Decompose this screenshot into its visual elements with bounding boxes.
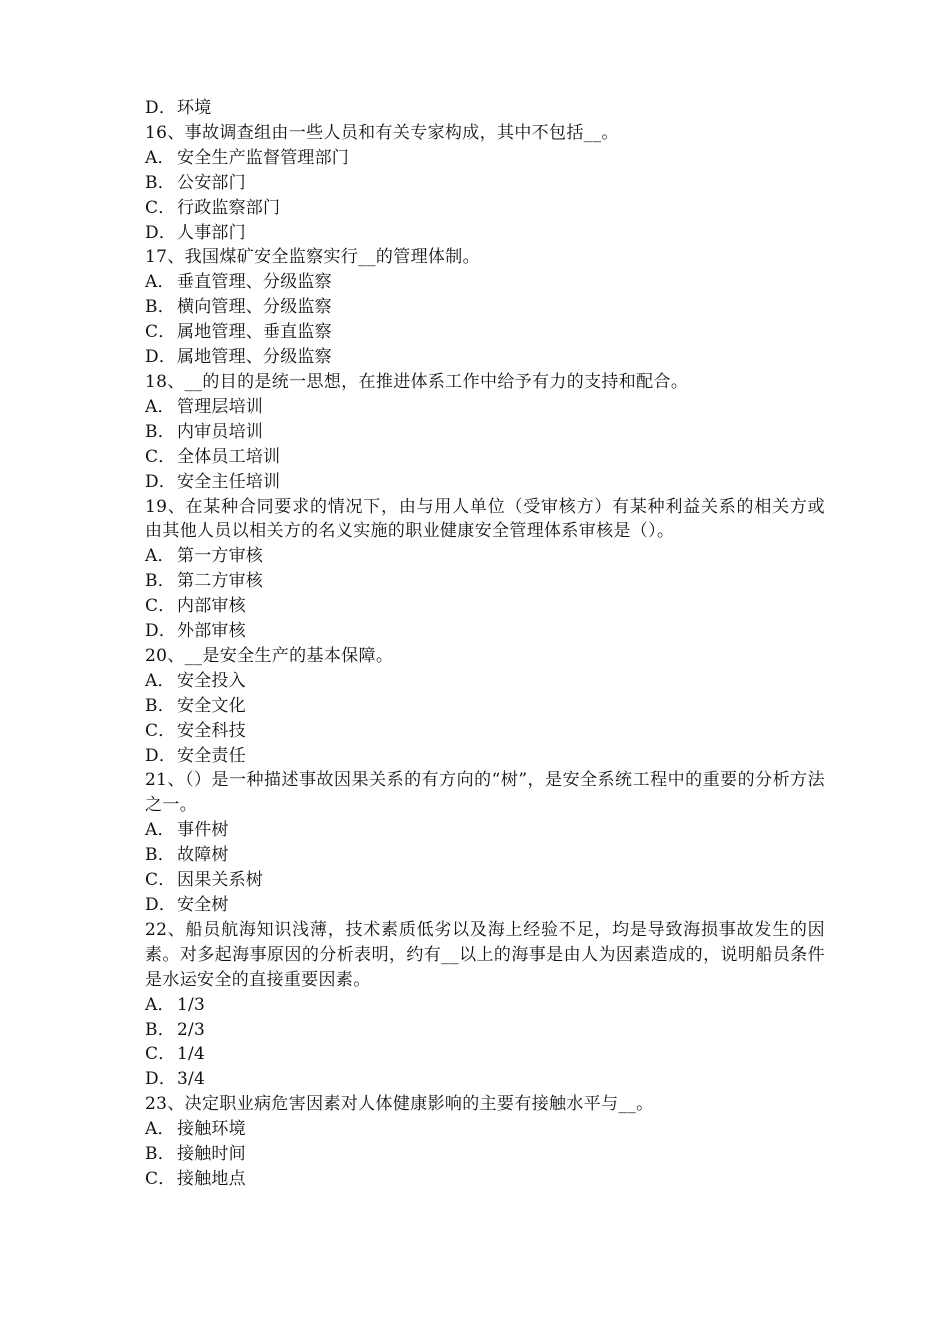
answer-option xyxy=(145,719,825,744)
option-text: 接触时间 xyxy=(177,1144,246,1165)
answer-option xyxy=(145,96,825,121)
answer-option xyxy=(145,594,825,619)
option-letter: D． xyxy=(145,347,177,368)
answer-option xyxy=(145,818,825,843)
option-letter: C． xyxy=(145,1044,176,1065)
option-letter: C． xyxy=(145,870,176,891)
question-text: 19、在某种合同要求的情况下，由与用人单位（受审核方）有某种利益关系的相关方或由其他人员以相关方的名义实施的职业健康安全管理体系审核是（）。 xyxy=(145,496,825,542)
answer-option xyxy=(145,1117,825,1142)
option-letter: B． xyxy=(145,421,175,442)
option-letter: A． xyxy=(145,396,175,417)
option-letter: D． xyxy=(145,222,177,243)
option-letter: D． xyxy=(145,745,177,766)
option-text: 安全树 xyxy=(177,895,229,915)
answer-option xyxy=(145,420,825,445)
answer-option xyxy=(145,1167,825,1192)
option-text: 横向管理、分级监察 xyxy=(177,297,332,318)
question-text: 17、我国煤矿安全监察实行__的管理体制。 xyxy=(145,247,480,268)
option-text: 属地管理、分级监察 xyxy=(177,347,332,368)
option-text: 安全责任 xyxy=(177,745,246,766)
answer-option xyxy=(145,221,825,246)
answer-option xyxy=(145,1067,825,1092)
option-letter: D． xyxy=(145,895,177,915)
option-text: 外部审核 xyxy=(177,621,246,642)
option-text: 公安部门 xyxy=(177,172,246,193)
answer-option xyxy=(145,445,825,470)
option-letter: A． xyxy=(145,272,175,293)
question-text: 18、__的目的是统一思想，在推进体系工作中给予有力的支持和配合。 xyxy=(145,371,689,392)
answer-option xyxy=(145,470,825,495)
option-text: 行政监察部门 xyxy=(177,197,281,218)
option-letter: A． xyxy=(145,546,175,567)
option-letter: C． xyxy=(145,720,176,741)
option-letter: C． xyxy=(145,446,176,467)
answer-option xyxy=(145,619,825,644)
answer-option xyxy=(145,345,825,370)
option-text: 事件树 xyxy=(177,820,229,841)
answer-option xyxy=(145,196,825,221)
option-text: 1/4 xyxy=(177,1044,205,1065)
option-letter: A． xyxy=(145,994,175,1015)
option-text: 内审员培训 xyxy=(177,421,263,442)
option-text: 接触环境 xyxy=(177,1119,246,1140)
option-text: 安全投入 xyxy=(177,670,246,691)
option-letter: C． xyxy=(145,1168,176,1189)
option-text: 接触地点 xyxy=(177,1168,246,1189)
answer-option xyxy=(145,893,825,918)
option-letter: A． xyxy=(145,1119,175,1140)
option-text: 安全科技 xyxy=(177,720,246,741)
answer-option xyxy=(145,544,825,569)
option-letter: C． xyxy=(145,322,176,343)
answer-option xyxy=(145,1042,825,1067)
option-letter: A． xyxy=(145,147,175,168)
option-letter: B． xyxy=(145,297,175,318)
option-text: 第一方审核 xyxy=(177,546,263,567)
option-text: 1/3 xyxy=(177,994,205,1015)
option-text: 安全主任培训 xyxy=(177,471,281,492)
question-text: 21、（）是一种描述事故因果关系的有方向的“树”，是安全系统工程中的重要的分析方法之一。 xyxy=(145,770,825,816)
question-text: 23、决定职业病危害因素对人体健康影响的主要有接触水平与__。 xyxy=(145,1094,654,1115)
question-text: 20、__是安全生产的基本保障。 xyxy=(145,645,394,666)
option-letter: C． xyxy=(145,596,176,617)
option-letter: B． xyxy=(145,845,175,866)
answer-option xyxy=(145,669,825,694)
answer-option xyxy=(145,146,825,171)
option-letter: A． xyxy=(145,670,175,691)
option-text: 垂直管理、分级监察 xyxy=(177,272,332,293)
option-letter: B． xyxy=(145,172,175,193)
answer-option xyxy=(145,320,825,345)
option-text: 安全文化 xyxy=(177,695,246,716)
answer-option xyxy=(145,868,825,893)
option-letter: B． xyxy=(145,1019,175,1040)
option-letter: B． xyxy=(145,571,175,592)
answer-option xyxy=(145,843,825,868)
option-letter: B． xyxy=(145,1144,175,1165)
option-text: 全体员工培训 xyxy=(177,446,281,467)
answer-option xyxy=(145,295,825,320)
option-text: 3/4 xyxy=(177,1069,205,1090)
option-letter: D． xyxy=(145,1069,177,1090)
option-letter: D． xyxy=(145,98,177,118)
option-text: 环境 xyxy=(177,98,212,118)
option-text: 故障树 xyxy=(177,845,229,866)
answer-option xyxy=(145,993,825,1018)
answer-option xyxy=(145,270,825,295)
answer-option xyxy=(145,744,825,769)
option-letter: A． xyxy=(145,820,175,841)
answer-option xyxy=(145,694,825,719)
option-text: 人事部门 xyxy=(177,222,246,243)
option-text: 管理层培训 xyxy=(177,396,263,417)
question-text: 22、船员航海知识浅薄，技术素质低劣以及海上经验不足，均是导致海损事故发生的因素。对多起海事原因的分析表明，约有__以上的海事是由人为因素造成的，说明船员条件是水运安全的直接重要因素。 xyxy=(145,919,825,990)
answer-option xyxy=(145,1018,825,1043)
option-letter: D． xyxy=(145,471,177,492)
document-page xyxy=(145,96,825,1192)
answer-option xyxy=(145,171,825,196)
option-text: 因果关系树 xyxy=(177,870,263,891)
option-text: 2/3 xyxy=(177,1019,205,1040)
option-text: 属地管理、垂直监察 xyxy=(177,322,332,343)
answer-option xyxy=(145,395,825,420)
answer-option xyxy=(145,569,825,594)
option-letter: C． xyxy=(145,197,176,218)
option-letter: B． xyxy=(145,695,175,716)
option-text: 内部审核 xyxy=(177,596,246,617)
option-text: 安全生产监督管理部门 xyxy=(177,147,349,168)
option-letter: D． xyxy=(145,621,177,642)
option-text: 第二方审核 xyxy=(177,571,263,592)
answer-option xyxy=(145,1142,825,1167)
question-text: 16、事故调查组由一些人员和有关专家构成，其中不包括__。 xyxy=(145,122,619,143)
